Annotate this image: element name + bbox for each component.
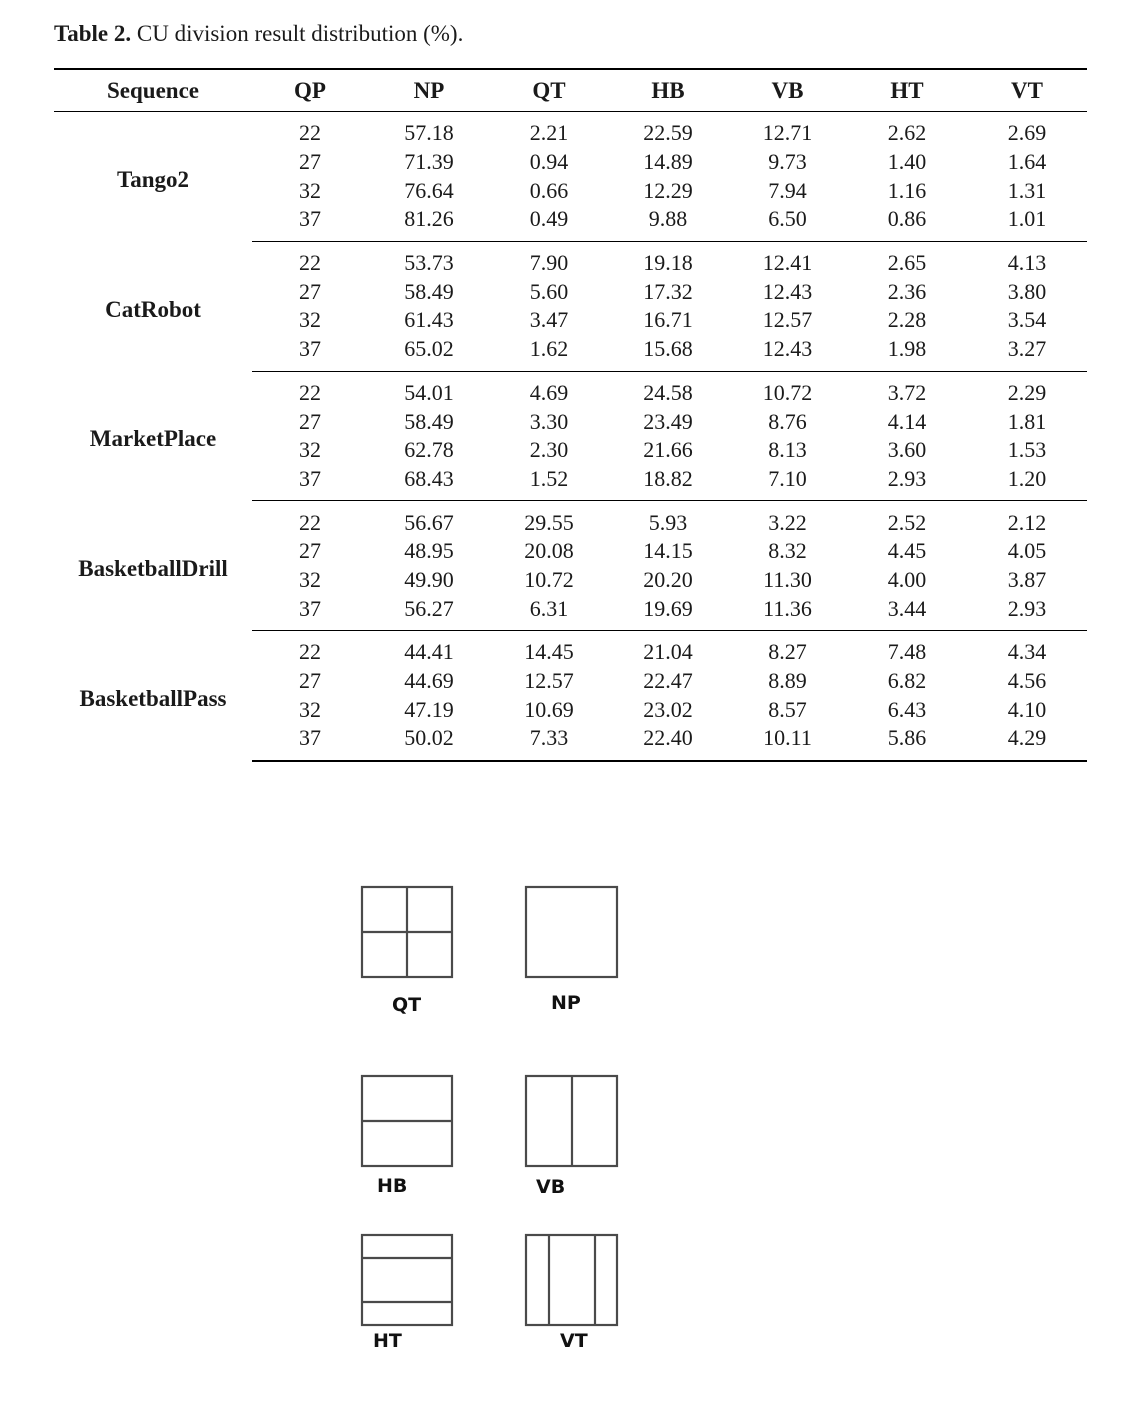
value-cell: 1.98: [847, 335, 967, 371]
value-cell: 4.10: [1007, 696, 1047, 722]
value-cell: 71.39: [404, 149, 454, 175]
value-cell: 2.69: [1007, 120, 1047, 146]
caption-label: Table 2.: [54, 21, 132, 46]
value-cell: 57.18: [404, 120, 454, 146]
value-cell: 1.40: [887, 149, 927, 175]
header-sequence: Sequence: [54, 69, 252, 112]
value-cell: 9.88: [608, 205, 728, 241]
label-np: NP: [551, 992, 581, 1014]
value-cell: 4.00: [887, 566, 927, 592]
value-cell: 1.53: [1007, 437, 1047, 463]
value-cell: 5.93: [648, 509, 688, 535]
value-cell: 10.11: [728, 724, 847, 761]
value-cell: 58.49: [404, 278, 454, 304]
value-cell: 27: [299, 538, 321, 564]
value-cell: 54.01: [404, 379, 454, 405]
value-cell: 3.44: [847, 594, 967, 630]
value-cell: 22.59: [643, 120, 693, 146]
value-cell: 44.41: [404, 639, 454, 665]
ht-block: [362, 1235, 452, 1325]
header-vt: VT: [967, 69, 1087, 112]
value-cell: 3.27: [967, 335, 1087, 371]
value-cell: 4.13: [1007, 250, 1047, 276]
value-cell: 27: [299, 278, 321, 304]
value-cell: 12.29: [643, 177, 693, 203]
value-cell: 2.21: [529, 120, 569, 146]
value-cell: 6.31: [490, 594, 608, 630]
value-cell: 65.02: [368, 335, 490, 371]
value-cell: 4.14: [887, 408, 927, 434]
value-cell: 0.86: [847, 205, 967, 241]
value-cell: 3.47: [529, 307, 569, 333]
value-cell: 19.18: [643, 250, 693, 276]
value-cell: 3.72: [887, 379, 927, 405]
value-cell: 37: [252, 205, 368, 241]
value-cell: 22.47: [643, 668, 693, 694]
np-block: [526, 887, 617, 977]
value-cell: 2.36: [887, 278, 927, 304]
value-cell: 1.31: [1007, 177, 1047, 203]
value-cell: 4.34: [1007, 639, 1047, 665]
value-cell: 9.73: [768, 149, 807, 175]
value-cell: 11.36: [728, 594, 847, 630]
value-cell: 12.71: [762, 120, 813, 146]
value-cell: 11.30: [763, 566, 812, 592]
value-cell: 10.69: [524, 696, 574, 722]
value-cell: 7.33: [490, 724, 608, 761]
value-cell: 8.32: [768, 538, 807, 564]
value-cell: 32: [299, 696, 321, 722]
value-cell: 2.93: [967, 594, 1087, 630]
value-cell: 12.43: [728, 335, 847, 371]
value-cell: 6.50: [728, 205, 847, 241]
label-vt: VT: [560, 1330, 588, 1352]
value-cell: 47.19: [404, 696, 454, 722]
sequence-name-cell: Tango2: [116, 167, 190, 193]
value-cell: 81.26: [368, 205, 490, 241]
value-cell: 56.27: [368, 594, 490, 630]
value-cell: 32: [299, 437, 321, 463]
value-cell: 6.82: [887, 668, 927, 694]
value-cell: 19.69: [608, 594, 728, 630]
value-cell: 16.71: [643, 307, 693, 333]
value-cell: 50.02: [368, 724, 490, 761]
value-cell: 32: [299, 307, 321, 333]
value-cell: 14.89: [643, 149, 693, 175]
value-cell: 4.45: [887, 538, 927, 564]
value-cell: 4.69: [529, 379, 569, 405]
header-qt: QT: [490, 69, 608, 112]
value-cell: 5.60: [529, 278, 569, 304]
value-cell: 23.49: [643, 408, 693, 434]
value-cell: 22: [299, 250, 321, 276]
value-cell: 12.43: [762, 278, 813, 304]
value-cell: 0.49: [490, 205, 608, 241]
value-cell: 5.86: [847, 724, 967, 761]
value-cell: 22: [299, 379, 321, 405]
value-cell: 3.54: [1007, 307, 1047, 333]
value-cell: 20.20: [643, 566, 693, 592]
value-cell: 12.57: [524, 668, 574, 694]
value-cell: 3.22: [768, 509, 807, 535]
value-cell: 22: [299, 120, 321, 146]
value-cell: 32: [299, 177, 321, 203]
label-hb: HB: [377, 1175, 408, 1197]
value-cell: 2.65: [887, 250, 927, 276]
value-cell: 7.10: [728, 465, 847, 501]
label-ht: HT: [373, 1330, 402, 1352]
value-cell: 15.68: [608, 335, 728, 371]
value-cell: 12.57: [762, 307, 813, 333]
header-vb: VB: [728, 69, 847, 112]
value-cell: 22: [299, 639, 321, 665]
value-cell: 37: [252, 724, 368, 761]
value-cell: 68.43: [368, 465, 490, 501]
value-cell: 1.01: [967, 205, 1087, 241]
value-cell: 48.95: [404, 538, 454, 564]
caption-text: CU division result distribution (%).: [131, 21, 464, 46]
value-cell: 22.40: [608, 724, 728, 761]
value-cell: 22: [299, 509, 321, 535]
value-cell: 27: [299, 149, 321, 175]
value-cell: 44.69: [404, 668, 454, 694]
value-cell: 1.52: [490, 465, 608, 501]
value-cell: 62.78: [404, 437, 454, 463]
value-cell: 8.57: [768, 696, 807, 722]
value-cell: 3.30: [529, 408, 569, 434]
value-cell: 14.45: [524, 639, 574, 665]
sequence-name-cell: BasketballPass: [79, 686, 227, 712]
header-np: NP: [368, 69, 490, 112]
value-cell: 23.02: [643, 696, 693, 722]
value-cell: 8.13: [768, 437, 807, 463]
value-cell: 14.15: [643, 538, 693, 564]
value-cell: 29.55: [524, 509, 574, 535]
value-cell: 37: [252, 465, 368, 501]
value-cell: 6.43: [887, 696, 927, 722]
value-cell: 24.58: [643, 379, 693, 405]
value-cell: 3.87: [1007, 566, 1047, 592]
value-cell: 3.60: [887, 437, 927, 463]
value-cell: 1.64: [1007, 149, 1047, 175]
value-cell: 2.29: [1007, 379, 1047, 405]
value-cell: 27: [299, 408, 321, 434]
value-cell: 8.89: [768, 668, 807, 694]
sequence-name-cell: CatRobot: [105, 296, 201, 322]
value-cell: 61.43: [404, 307, 454, 333]
value-cell: 2.28: [887, 307, 927, 333]
value-cell: 56.67: [404, 509, 454, 535]
value-cell: 8.27: [768, 639, 807, 665]
value-cell: 53.73: [404, 250, 454, 276]
label-vb: VB: [536, 1176, 566, 1198]
value-cell: 37: [252, 594, 368, 630]
value-cell: 21.66: [643, 437, 693, 463]
value-cell: 2.30: [529, 437, 569, 463]
value-cell: 0.66: [529, 177, 569, 203]
value-cell: 76.64: [404, 177, 454, 203]
value-cell: 7.90: [529, 250, 569, 276]
value-cell: 1.62: [490, 335, 608, 371]
value-cell: 2.62: [887, 120, 927, 146]
value-cell: 8.76: [768, 408, 807, 434]
value-cell: 20.08: [524, 538, 574, 564]
value-cell: 18.82: [608, 465, 728, 501]
value-cell: 7.94: [768, 177, 807, 203]
sequence-name-cell: BasketballDrill: [78, 556, 228, 582]
value-cell: 1.16: [887, 177, 927, 203]
value-cell: 27: [299, 668, 321, 694]
value-cell: 10.72: [762, 379, 813, 405]
vt-block: [526, 1235, 617, 1325]
value-cell: 2.12: [1007, 509, 1047, 535]
value-cell: 2.52: [887, 509, 927, 535]
value-cell: 2.93: [847, 465, 967, 501]
value-cell: 12.41: [762, 250, 813, 276]
value-cell: 21.04: [643, 639, 693, 665]
value-cell: 0.94: [529, 149, 569, 175]
header-qp: QP: [252, 69, 368, 112]
value-cell: 37: [252, 335, 368, 371]
label-qt: QT: [392, 994, 422, 1016]
value-cell: 17.32: [643, 278, 693, 304]
value-cell: 4.29: [967, 724, 1087, 761]
value-cell: 4.56: [1007, 668, 1047, 694]
value-cell: 58.49: [404, 408, 454, 434]
value-cell: 7.48: [887, 639, 927, 665]
value-cell: 32: [299, 566, 321, 592]
value-cell: 4.05: [1007, 538, 1047, 564]
value-cell: 3.80: [1007, 278, 1047, 304]
value-cell: 1.81: [1007, 408, 1047, 434]
value-cell: 10.72: [524, 566, 574, 592]
value-cell: 1.20: [967, 465, 1087, 501]
header-hb: HB: [608, 69, 728, 112]
header-ht: HT: [847, 69, 967, 112]
value-cell: 49.90: [404, 566, 454, 592]
sequence-name-cell: MarketPlace: [89, 426, 217, 452]
